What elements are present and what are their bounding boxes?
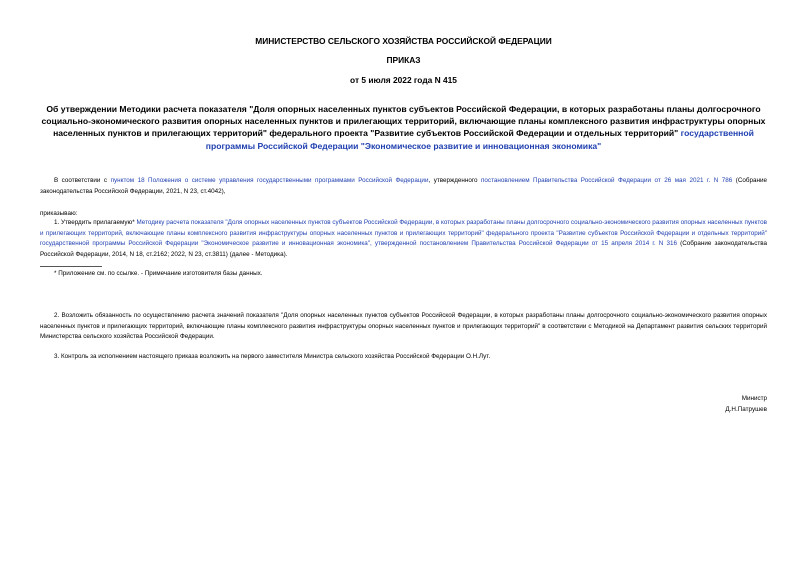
government-decree-link[interactable]: постановлением Правительства Российской Федерации от 26 мая 2021 г. N 786 bbox=[481, 177, 733, 184]
title-program-link[interactable]: государственной программы Российской Федерации "Экономическое развитие и инновационная экономика" bbox=[205, 128, 754, 151]
p1-text-b: , утвержденного bbox=[428, 177, 482, 184]
p3-text-b: (Собрание законодательства Российской Федерации, 2014, N 18, ст.2162; 2022, N 23, ст.3811) (далее - Методика). bbox=[40, 240, 767, 258]
signature-position: Министр bbox=[741, 395, 767, 402]
ministry-name: МИНИСТЕРСТВО СЕЛЬСКОГО ХОЗЯЙСТВА РОССИЙСКОЙ ФЕДЕРАЦИИ bbox=[255, 36, 552, 46]
document-type: ПРИКАЗ bbox=[386, 55, 421, 65]
p3-text-a: 1. Утвердить прилагаемую* bbox=[54, 219, 137, 226]
title-text: Об утверждении Методики расчета показателя "Доля опорных населенных пунктов субъектов Российской Федерации, в которых разработаны планы долгосрочного социально-экономического развития опорных населенных пунктов и прилегающих территорий, включающие планы комплексного развития инфраструктуры опорных населенных пунктов и прилегающих территорий" федерального проекта "Развитие субъектов Российской Федерации и отдельных территорий" bbox=[41, 104, 766, 139]
signature-name: Д.Н.Патрушев bbox=[725, 406, 767, 413]
p1-text-a: В соответствии с bbox=[54, 177, 111, 184]
paragraph-item-2: 2. Возложить обязанность по осуществлению расчета значений показателя "Доля опорных населенных пунктов субъектов Российской Федерации, в которых разработаны планы долгосрочного социально-экономического развития опорных населенных пунктов и прилегающих территорий, включающие планы комплексного развития инфраструктуры опорных населенных пунктов и прилегающих территорий" в соответствии с Методикой на Департамент развития сельских территорий Министерства сельского хозяйства Российской Федерации. bbox=[40, 312, 767, 341]
document-title bbox=[40, 103, 767, 152]
p1-text-c: (Собрание законодательства Российской Федерации, 2021, N 23, ст.4042), bbox=[40, 177, 767, 195]
decree-2014-link[interactable]: постановлением Правительства Российской Федерации от 15 апреля 2014 г. N 316 bbox=[419, 240, 677, 248]
footnote-divider bbox=[40, 266, 102, 267]
order-word: приказываю: bbox=[40, 210, 78, 217]
paragraph-item-1 bbox=[40, 218, 767, 260]
regulation-point-link[interactable]: пунктом 18 Положения о системе управления государственными программами Российской Федерации bbox=[110, 177, 429, 184]
paragraph-item-3: 3. Контроль за исполнением настоящего приказа возложить на первого заместителя Министра сельского хозяйства Российской Федерации О.Н.Лут. bbox=[54, 353, 491, 360]
document-date-number: от 5 июля 2022 года N 415 bbox=[350, 75, 457, 85]
footnote: * Приложение см. по ссылке. - Примечание изготовителя базы данных. bbox=[54, 270, 263, 277]
methodology-link[interactable]: Методику расчета показателя "Доля опорных населенных пунктов субъектов Российской Федерации, в которых разработаны планы долгосрочного социально-экономического развития опорных населенных пунктов и прилегающих территорий, включающие планы комплексного развития инфраструктуры опорных населенных пунктов и прилегающих территорий" федерального проекта "Развитие субъектов Российской Федерации и отдельных территорий" государственной программы Российской Федерации "Экономическое развитие и инновационная экономика", утвержденной bbox=[40, 219, 767, 248]
paragraph-basis bbox=[40, 176, 767, 197]
